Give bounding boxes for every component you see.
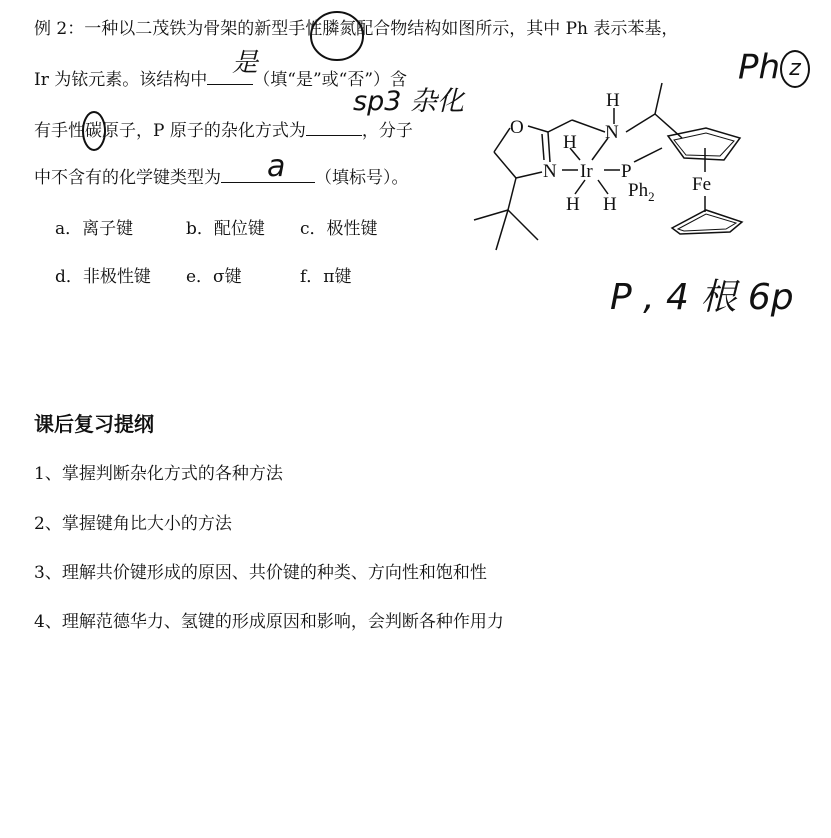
outline-item-2: 2、掌握键角比大小的方法 <box>34 514 232 534</box>
label-h-ir: H <box>563 132 577 153</box>
outline-item-3: 3、理解共价键形成的原因、共价键的种类、方向性和饱和性 <box>34 563 487 583</box>
question-line-4: 中不含有的化学键类型为 （填标号）。 <box>34 164 409 189</box>
handwritten-hybrid-answer: sp3 杂化 <box>353 86 464 117</box>
label-p: P <box>621 161 632 182</box>
question-line-3: 有手性碳原子，P 原子的杂化方式为 ，分子 <box>34 117 413 142</box>
handwritten-chiral-answer: 是 <box>232 48 259 78</box>
handwritten-ph-note: Ph z <box>738 50 810 88</box>
label-n-amine: N <box>605 122 619 143</box>
outline-title: 课后复习提纲 <box>34 412 154 436</box>
label-ph2: $Ph_2$ <box>628 180 655 204</box>
option-c: c．极性键 <box>300 219 378 239</box>
outline-item-1: 1、掌握判断杂化方式的各种方法 <box>34 464 283 484</box>
question-line-2: Ir 为铱元素。该结构中 （填“是”或“否”）含 <box>34 66 407 91</box>
label-o: O <box>510 117 524 138</box>
label-h-top: H <box>606 90 620 111</box>
label-h-bl: H <box>566 194 580 215</box>
handwritten-bond-answer: a <box>267 149 286 184</box>
label-n-ring: N <box>543 161 557 182</box>
label-ir: Ir <box>580 161 593 182</box>
question-line-1: 例 2：一种以二茂铁为骨架的新型手性膦氮配合物结构如图所示，其中 Ph 表示苯基， <box>34 19 679 39</box>
option-f: f．π键 <box>300 267 352 287</box>
label-fe: Fe <box>692 174 711 195</box>
label-h-br: H <box>603 194 617 215</box>
option-b: b．配位键 <box>186 219 265 239</box>
option-e: e．σ键 <box>186 267 242 287</box>
option-d: d．非极性键 <box>55 267 151 287</box>
option-a: a．离子键 <box>55 219 134 239</box>
outline-item-4: 4、理解范德华力、氢键的形成原因和影响，会判断各种作用力 <box>34 612 504 632</box>
handwritten-p-note: P , 4 根 6p <box>610 277 794 318</box>
